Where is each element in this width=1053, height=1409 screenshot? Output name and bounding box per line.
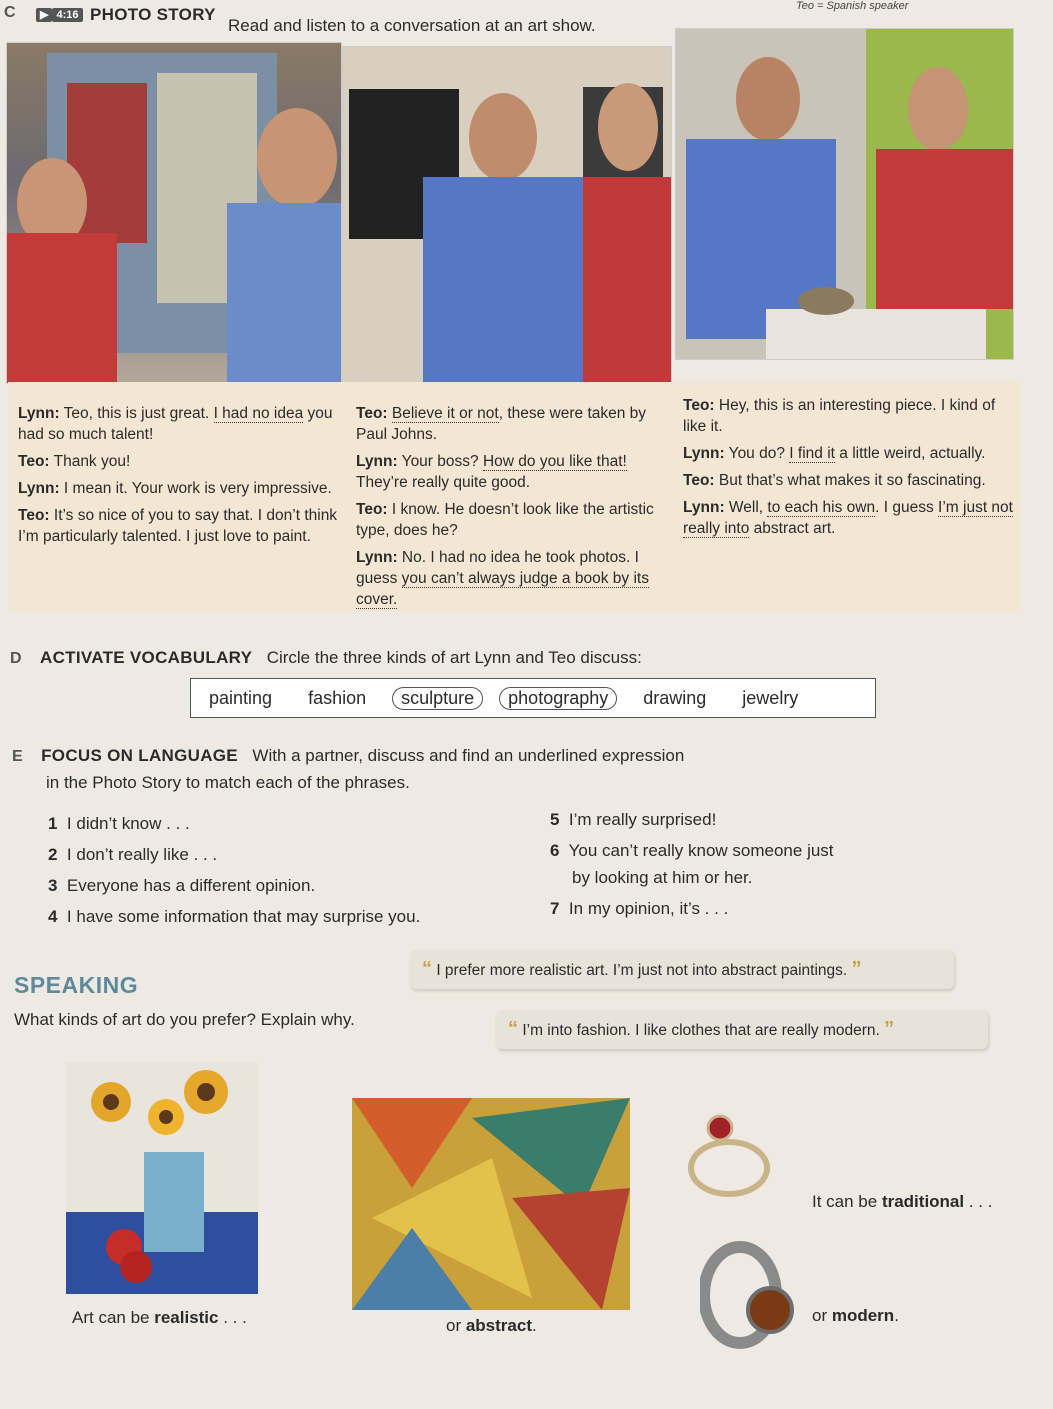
realistic-painting-image: [66, 1062, 258, 1294]
abstract-painting-image: [352, 1098, 630, 1310]
photo-teo-lynn-sculpture: [675, 28, 1014, 360]
amber-ring-icon: [700, 1240, 800, 1352]
abstract-painting: [352, 1098, 630, 1310]
phrase-list-right: [550, 806, 834, 922]
photo-lynn-teo-painting: [6, 42, 342, 384]
dialogue-column-2: [356, 403, 666, 616]
modern-ring-image: [700, 1240, 800, 1352]
speech-bubble: “ I’m into fashion. I like clothes that are really modern. ”: [496, 1010, 988, 1049]
phrase-item: 7 In my opinion, it’s . . .: [550, 899, 729, 918]
dialogue-column-3: [683, 395, 1013, 545]
caption-traditional: It can be traditional . . .: [812, 1192, 993, 1211]
dialogue-line: Teo: But that’s what makes it so fascinating.: [683, 472, 986, 489]
vocab-word[interactable]: painting: [209, 687, 273, 708]
vocabulary-box: [190, 678, 876, 718]
section-e-instruction-line2: in the Photo Story to match each of the phrases.: [46, 773, 410, 792]
photo-teo-lynn-photographs: [342, 46, 672, 384]
vocab-word-circled[interactable]: sculpture: [392, 687, 483, 710]
dialogue-line: Teo: Hey, this is an interesting piece. I kind of like it.: [683, 397, 996, 435]
dialogue-line: Lynn: You do? I find it a little weird, actually.: [683, 445, 986, 462]
dialogue-column-1: [18, 403, 338, 553]
caption-realistic: Art can be realistic . . .: [72, 1308, 247, 1327]
photograph-scene-image: [343, 47, 671, 383]
audio-track-badge[interactable]: ▶ 4:16: [36, 5, 83, 23]
vocab-word[interactable]: jewelry: [742, 687, 799, 708]
dialogue-line: Lynn: Your boss? How do you like that! They’re really quite good.: [356, 453, 627, 491]
phrase-item: 6 You can’t really know someone just by looking at him or her.: [550, 841, 834, 887]
phrase-item: 5 I’m really surprised!: [550, 810, 717, 829]
close-quote-icon: ”: [851, 958, 862, 980]
vocab-word[interactable]: fashion: [308, 687, 367, 708]
vocab-word[interactable]: drawing: [643, 687, 707, 708]
traditional-ring-image: [684, 1110, 774, 1200]
open-quote-icon: “: [508, 1018, 518, 1040]
section-d-heading: D ACTIVATE VOCABULARY Circle the three kinds of art Lynn and Teo discuss:: [10, 648, 642, 667]
painting-scene-image: [7, 43, 341, 383]
dialogue-line: Lynn: No. I had no idea he took photos. I guess you can’t always judge a book by its cover.: [356, 549, 649, 608]
speaking-question: What kinds of art do you prefer? Explain why.: [14, 1010, 355, 1029]
dialogue-line: Lynn: Well, to each his own. I guess I’m just not really into abstract art.: [683, 499, 1013, 537]
section-letter: C: [4, 4, 16, 21]
section-instruction: Read and listen to a conversation at an art show.: [228, 16, 596, 35]
dialogue-line: Teo: Thank you!: [18, 453, 131, 470]
close-quote-icon: ”: [884, 1018, 895, 1040]
section-title: PHOTO STORY: [90, 5, 216, 24]
phrase-item: 2 I don’t really like . . .: [48, 845, 218, 864]
speaker-note: Teo = Spanish speaker: [796, 0, 909, 12]
phrase-item: 4 I have some information that may surprise you.: [48, 907, 421, 926]
dialogue-line: Teo: Believe it or not, these were taken by Paul Johns.: [356, 405, 647, 443]
sunflowers-painting: [66, 1062, 258, 1294]
section-e-heading: E FOCUS ON LANGUAGE With a partner, discuss and find an underlined expression: [12, 746, 685, 765]
caption-abstract: or abstract.: [446, 1316, 537, 1335]
play-icon: ▶: [36, 8, 52, 22]
caption-modern: or modern.: [812, 1306, 899, 1325]
phrase-item: 3 Everyone has a different opinion.: [48, 876, 316, 895]
dialogue-line: Lynn: Teo, this is just great. I had no idea you had so much talent!: [18, 405, 333, 443]
dialogue-line: Lynn: I mean it. Your work is very impressive.: [18, 480, 332, 497]
phrase-list-left: [48, 808, 420, 932]
dialogue-line: Teo: I know. He doesn’t look like the artistic type, does he?: [356, 501, 654, 539]
speech-bubble: “ I prefer more realistic art. I’m just not into abstract paintings. ”: [410, 950, 954, 989]
vocab-word-circled[interactable]: photography: [499, 687, 617, 710]
sculpture-scene-image: [676, 29, 1013, 359]
ruby-ring-icon: [684, 1110, 774, 1200]
speaking-title: SPEAKING: [14, 972, 139, 998]
open-quote-icon: “: [422, 958, 432, 980]
phrase-item: 1 I didn’t know . . .: [48, 814, 190, 833]
dialogue-line: Teo: It’s so nice of you to say that. I don’t think I’m particularly talented. I just love to paint.: [18, 507, 338, 545]
